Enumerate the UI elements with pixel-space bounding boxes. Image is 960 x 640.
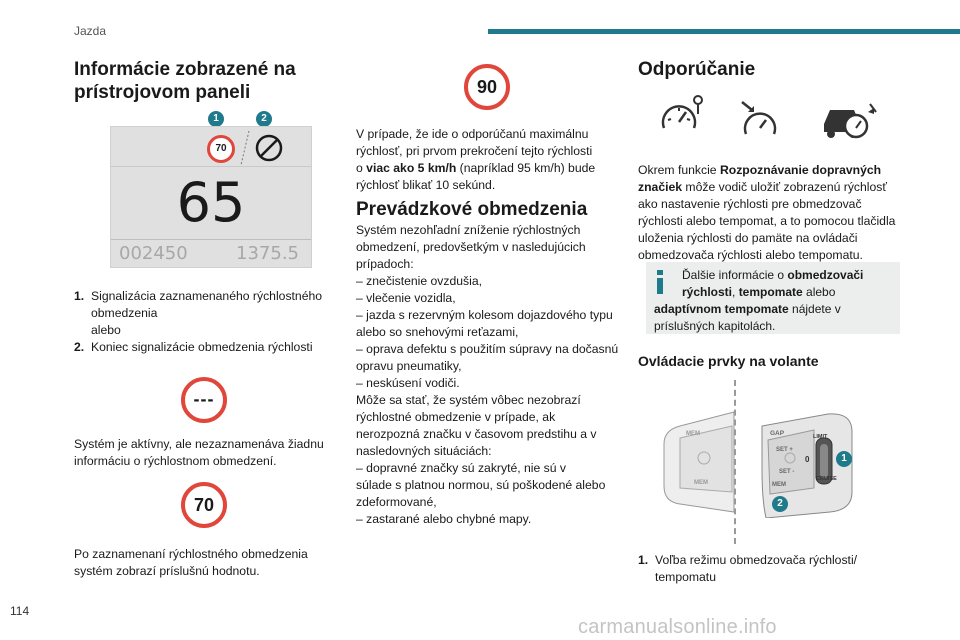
speedometer-input-icon	[738, 98, 782, 138]
limitations-text: Systém nezohľadní zníženie rýchlostných obmedzení, predovšetkým v nasledujúcich prípadoch: – znečistenie ovzdušia, – vlečenie vozidla, – jazda s rezervným kolesom dojazdového typu alebo so snehovými reťazami, – oprava defektu s použitím súpravy na dočasnú opravu pneumatiky, – neskúsení vodiči. Môže sa stať, že systém vôbec nezobrazí rýchlostné obmedzenie v prípade, ak nerozpozná značku v časovom predstihu a v nasledovných situáciách: – dopravné značky sú zakryté, nie sú v súlade s platnou normou, sú poškodené alebo zdeformované, – zastarané alebo chybné mapy.	[356, 223, 619, 526]
stalk-cruise-label: CRUISE	[816, 476, 837, 482]
stalk-limit-label: LIMIT	[813, 434, 828, 440]
page-number: 114	[10, 604, 30, 618]
stalk-left-mem-label: MEM	[686, 431, 700, 437]
trip-readout: 1375.5	[236, 243, 299, 264]
paragraph-system-active: Systém je aktívny, ale nezaznamenáva žiadnu informáciu o rýchlostnom obmedzení.	[74, 437, 324, 468]
list-item: 1. Signalizácia zaznamenaného rýchlostného obmedzenia alebo	[74, 289, 323, 337]
stalk-gap-label: GAP	[770, 430, 785, 437]
dashboard-legend	[74, 288, 334, 356]
stalk-zero-label: 0	[805, 455, 810, 464]
divider-dashed	[238, 129, 252, 167]
stalk-set-minus-label: SET -	[779, 469, 795, 475]
end-of-limit-icon	[254, 133, 284, 163]
header-accent-bar	[488, 29, 960, 34]
callout-stalk-2: 2	[772, 496, 788, 512]
speed-limit-90-sign-icon: 90	[464, 64, 510, 110]
paragraph-limit-detected: Po zaznamenaní rýchlostného obmedzenia systém zobrazí príslušnú hodnotu.	[74, 547, 308, 578]
section-heading-dashboard: Informácie zobrazené na prístrojovom paneli	[74, 59, 296, 103]
subheading-steering-controls: Ovládacie prvky na volante	[638, 353, 819, 369]
callout-1: 1	[208, 111, 224, 127]
info-icon	[656, 270, 664, 294]
column-left	[74, 58, 330, 104]
info-note: Ďalšie informácie o obmedzovači rýchlosti, tempomate alebo adaptívnom tempomate nájdete v príslušných kapitolách.	[646, 262, 900, 334]
paragraph-recommendation: Okrem funkcie Rozpoznávanie dopravných značiek môže vodič uložiť zobrazenú rýchlosť ako nastavenie rýchlosti pre obmedzovač rýchlosti alebo tempomat, a to pomocou tlačidla uloženia rýchlosti do pamäte na ovládači obmedzovača rýchlosti alebo tempomatu.	[638, 163, 896, 262]
callout-2: 2	[256, 111, 272, 127]
speedometer-memory-icon	[660, 92, 708, 136]
controls-legend	[638, 552, 908, 586]
paragraph-recommended-speed: V prípade, že ide o odporúčanú maximálnu rýchlosť, pri prvom prekročení tejto rýchlosti o viac ako 5 km/h (napríklad 95 km/h) bude rýchlosť blikať 10 sekúnd.	[356, 127, 596, 192]
no-limit-sign-icon: ---	[181, 377, 227, 423]
list-item: 2. Koniec signalizácie obmedzenia rýchlosti	[74, 340, 313, 354]
list-item: 1. Voľba režimu obmedzovača rýchlosti/ tempomatu	[638, 553, 858, 584]
watermark: carmanualsonline.info	[578, 616, 777, 638]
instrument-panel-illustration	[110, 126, 312, 268]
chapter-title: Jazda	[74, 24, 107, 38]
callout-stalk-1: 1	[836, 451, 852, 467]
stalk-left-mem-label-2: MEM	[694, 480, 708, 486]
speed-limit-70-sign-icon: 70	[181, 482, 227, 528]
speed-limit-sign-small: 70	[207, 135, 235, 163]
speed-readout: 65	[176, 171, 246, 234]
left-stalk-illustration	[660, 408, 744, 516]
section-heading-limitations: Prevádzkové obmedzenia	[356, 199, 588, 220]
car-speed-memory-icon	[820, 98, 880, 140]
odometer-readout: 002450	[119, 243, 188, 264]
stalk-right-mem-label: MEM	[772, 482, 786, 488]
section-heading-recommendation: Odporúčanie	[638, 59, 756, 80]
stalk-set-plus-label: SET +	[776, 447, 793, 453]
